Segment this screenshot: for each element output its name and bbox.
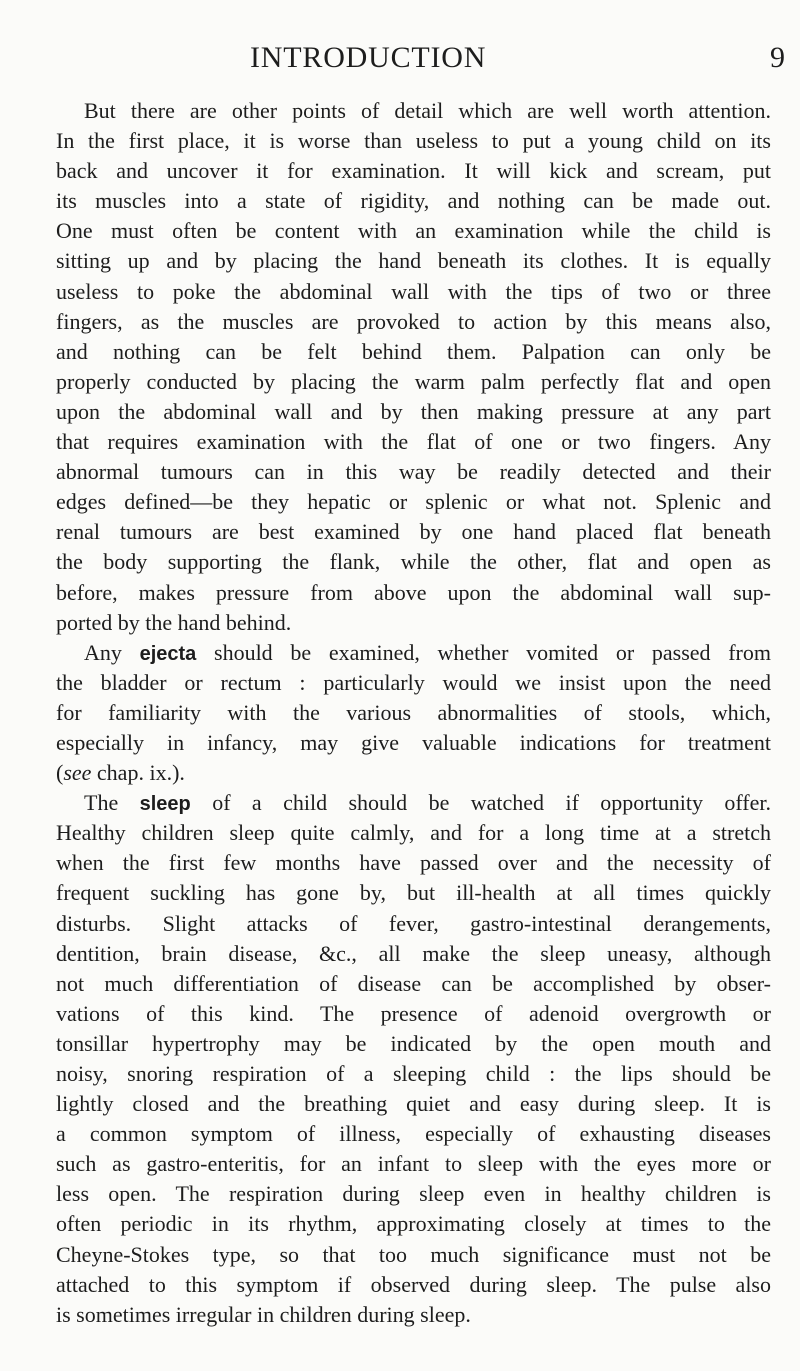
text-line: disturbs. Slight attacks of fever, gastro-intestinal derangements, xyxy=(56,910,771,936)
text-line: But there are other points of detail which are well worth attention. xyxy=(84,98,771,123)
text-line: is sometimes irregular in children during sleep. xyxy=(56,1301,471,1327)
text-line: less open. The respiration during sleep even in healthy children is xyxy=(56,1181,771,1207)
text-line: such as gastro-enteritis, for an infant to sleep with the eyes more or xyxy=(56,1151,771,1177)
text-line: that requires examination with the flat of one or two fingers. Any xyxy=(56,429,771,455)
line-rest: chap. ix.). xyxy=(91,760,185,786)
text-line: not much differentiation of disease can be accomplished by obser- xyxy=(56,970,771,996)
page-header xyxy=(250,38,785,78)
text-line: properly conducted by placing the warm palm perfectly flat and open xyxy=(56,368,771,394)
text-line: attached to this symptom if observed during sleep. The pulse also xyxy=(56,1271,771,1297)
page-number: 9 xyxy=(770,41,785,74)
text-line: vations of this kind. The presence of adenoid overgrowth or xyxy=(56,1000,771,1026)
text-line-sleep xyxy=(56,788,771,818)
text-line: back and uncover it for examination. It will kick and scream, put xyxy=(56,158,771,184)
text-line: Healthy children sleep quite calmly, and for a long time at a stretch xyxy=(56,820,771,846)
text-line: tonsillar hypertrophy may be indicated by the open mouth and xyxy=(56,1030,771,1056)
line-start: Any xyxy=(84,639,140,665)
text-line: the bladder or rectum : particularly would we insist upon the need xyxy=(56,669,771,695)
text-line: especially in infancy, may give valuable indications for treatment xyxy=(56,729,771,755)
text-line: for familiarity with the various abnormalities of stools, which, xyxy=(56,699,771,725)
italic-see: see xyxy=(63,760,92,786)
text-line: upon the abdominal wall and by then making pressure at any part xyxy=(56,398,771,424)
text-line: fingers, as the muscles are provoked to action by this means also, xyxy=(56,308,771,334)
line-rest: should be examined, whether vomited or passed from xyxy=(196,639,771,665)
text-line: sitting up and by placing the hand beneath its clothes. It is equally xyxy=(56,248,771,274)
text-line: frequent suckling has gone by, but ill-health at all times quickly xyxy=(56,880,771,906)
text-line: edges defined—be they hepatic or splenic or what not. Splenic and xyxy=(56,489,771,515)
running-head: INTRODUCTION xyxy=(250,41,487,74)
text-line: when the first few months have passed over and the necessity of xyxy=(56,850,771,876)
text-line-ejecta xyxy=(56,638,771,668)
sidehead-ejecta: ejecta xyxy=(139,642,197,665)
line-start: ( xyxy=(56,760,64,786)
sidehead-sleep: sleep xyxy=(139,793,191,816)
text-line: and nothing can be felt behind them. Palpation can only be xyxy=(56,338,771,364)
text-line: Cheyne-Stokes type, so that too much significance must not be xyxy=(56,1241,771,1267)
text-line: noisy, snoring respiration of a sleeping child : the lips should be xyxy=(56,1061,771,1086)
text-line-see-reference xyxy=(56,758,771,788)
text-line: One must often be content with an examination while the child is xyxy=(56,218,771,244)
text-line: before, makes pressure from above upon the abdominal wall sup- xyxy=(56,579,771,605)
text-line: the body supporting the flank, while the other, flat and open as xyxy=(56,549,771,575)
text-line: renal tumours are best examined by one hand placed flat beneath xyxy=(56,519,771,545)
body-text xyxy=(56,96,771,1330)
text-line: lightly closed and the breathing quiet and easy during sleep. It is xyxy=(56,1091,771,1117)
text-line: a common symptom of illness, especially of exhausting diseases xyxy=(56,1121,771,1147)
text-line: ported by the hand behind. xyxy=(56,609,292,635)
line-rest: of a child should be watched if opportunity offer. xyxy=(190,790,772,816)
text-line: useless to poke the abdominal wall with the tips of two or three xyxy=(56,278,771,304)
text-line: often periodic in its rhythm, approximating closely at times to the xyxy=(56,1211,771,1237)
text-line: In the first place, it is worse than useless to put a young child on its xyxy=(56,128,771,154)
text-line: abnormal tumours can in this way be readily detected and their xyxy=(56,459,771,485)
text-line: its muscles into a state of rigidity, and nothing can be made out. xyxy=(56,188,771,214)
text-line: dentition, brain disease, &c., all make the sleep uneasy, although xyxy=(56,940,771,966)
line-start: The xyxy=(84,790,140,816)
